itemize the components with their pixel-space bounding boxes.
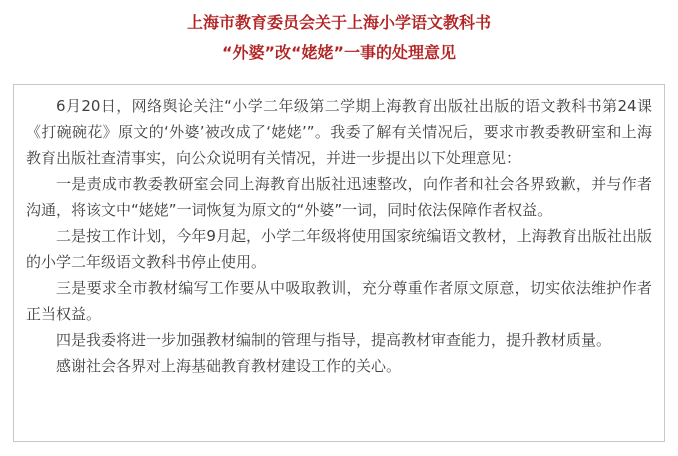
paragraph-intro: 6月20日，网络舆论关注“小学二年级第二学期上海教育出版社出版的语文教科书第24课《打碗碗花》原文的‘外婆’被改成了‘姥姥’”。我委了解有关情况后，要求市教委教研室和上海教育出版社查清事实，向公众说明有关情况，并进一步提出以下处理意见：: [26, 97, 652, 167]
paragraph-item-3: 三是要求全市教材编写工作要从中吸取教训，充分尊重作者原文原意，切实依法维护作者正当权益。: [26, 279, 652, 323]
paragraph-item-4: 四是我委将进一步加强教材编制的管理与指导，提高教材审查能力，提升教材质量。: [56, 331, 612, 349]
paragraph-closing: 感谢社会各界对上海基础教育教材建设工作的关心。: [56, 357, 402, 375]
notice-body: [13, 84, 665, 442]
document-title: [0, 8, 678, 68]
paragraph-item-1: 一是责成市教委教研室会同上海教育出版社迅速整改，向作者和社会各界致歉，并与作者沟通，将该文中“姥姥”一词恢复为原文的“外婆”一词，同时依法保障作者权益。: [26, 175, 652, 219]
paragraph-item-2: 二是按工作计划，今年9月起，小学二年级将使用国家统编语文教材，上海教育出版社出版的小学二年级语文教科书停止使用。: [26, 227, 652, 271]
title-line-2: “外婆”改“姥姥”一事的处理意见: [221, 43, 457, 62]
title-line-1: 上海市教育委员会关于上海小学语文教科书: [186, 13, 491, 32]
